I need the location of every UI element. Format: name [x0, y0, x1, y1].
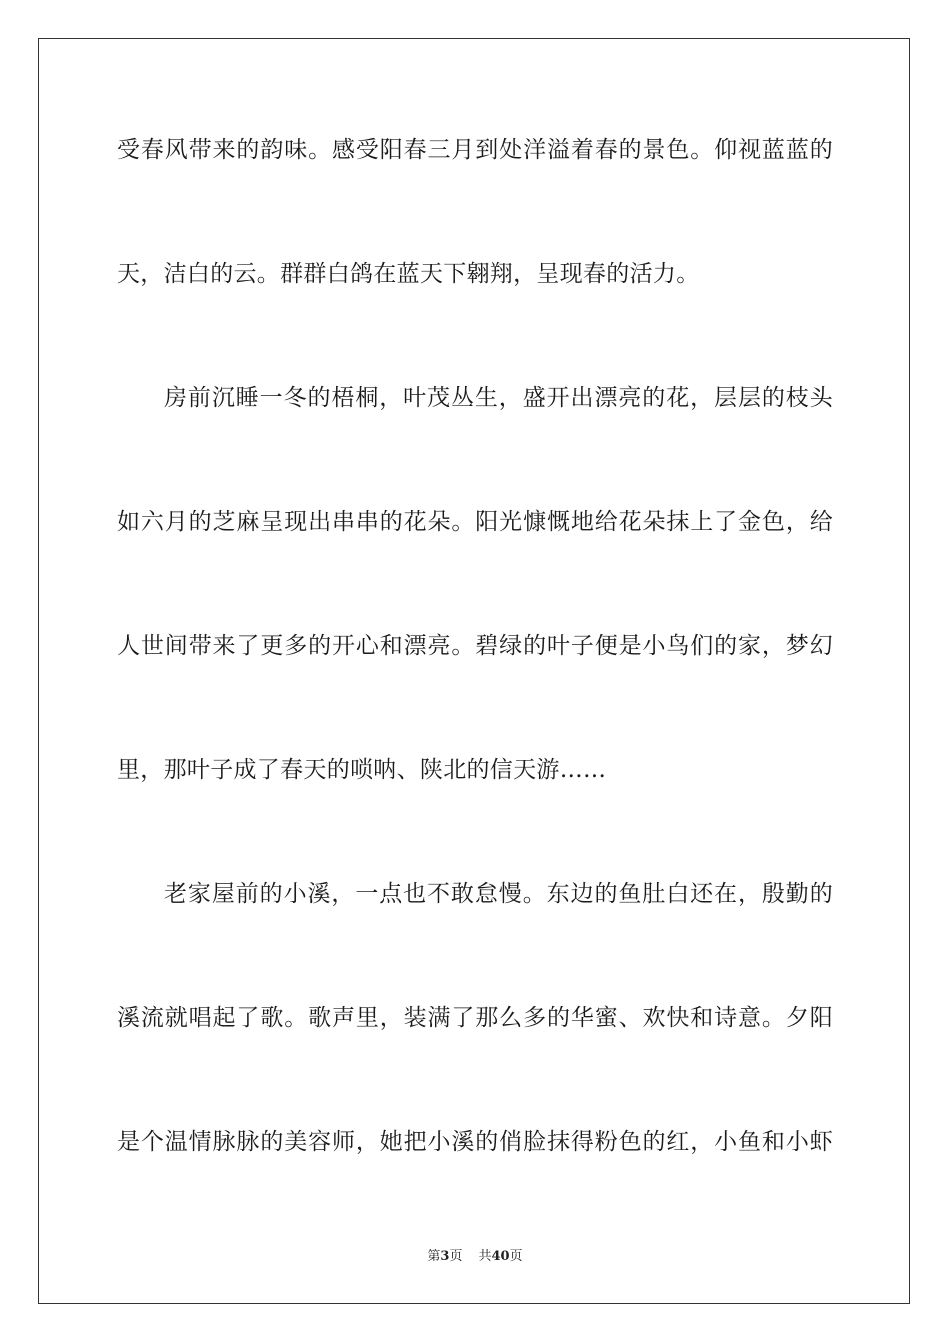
footer-total-suffix: 页	[509, 1249, 523, 1264]
body-line-1: 受春风带来的韵味。感受阳春三月到处洋溢着春的景色。仰视蓝蓝的	[117, 137, 833, 163]
footer-page-number: 3	[440, 1249, 450, 1264]
footer-page-prefix: 第	[427, 1249, 441, 1264]
body-line-3: 房前沉睡一冬的梧桐，叶茂丛生，盛开出漂亮的花，层层的枝头	[164, 385, 833, 411]
body-line-4: 如六月的芝麻呈现出串串的花朵。阳光慷慨地给花朵抹上了金色，给	[117, 509, 833, 535]
body-line-2: 天，洁白的云。群群白鸽在蓝天下翱翔，呈现春的活力。	[117, 261, 700, 287]
body-line-8: 溪流就唱起了歌。歌声里，装满了那么多的华蜜、欢快和诗意。夕阳	[117, 1005, 833, 1031]
body-line-5: 人世间带来了更多的开心和漂亮。碧绿的叶子便是小鸟们的家，梦幻	[117, 633, 833, 659]
footer-page-suffix: 页	[449, 1249, 463, 1264]
footer-total-prefix: 共	[478, 1249, 492, 1264]
body-line-6: 里，那叶子成了春天的唢呐、陕北的信天游……	[117, 757, 607, 783]
page-border	[38, 38, 910, 1304]
body-line-9: 是个温情脉脉的美容师，她把小溪的俏脸抹得粉色的红，小鱼和小虾	[117, 1129, 833, 1155]
footer-total-pages: 40	[491, 1249, 510, 1264]
body-line-7: 老家屋前的小溪，一点也不敢怠慢。东边的鱼肚白还在，殷勤的	[164, 881, 833, 907]
page-footer	[0, 1248, 950, 1266]
